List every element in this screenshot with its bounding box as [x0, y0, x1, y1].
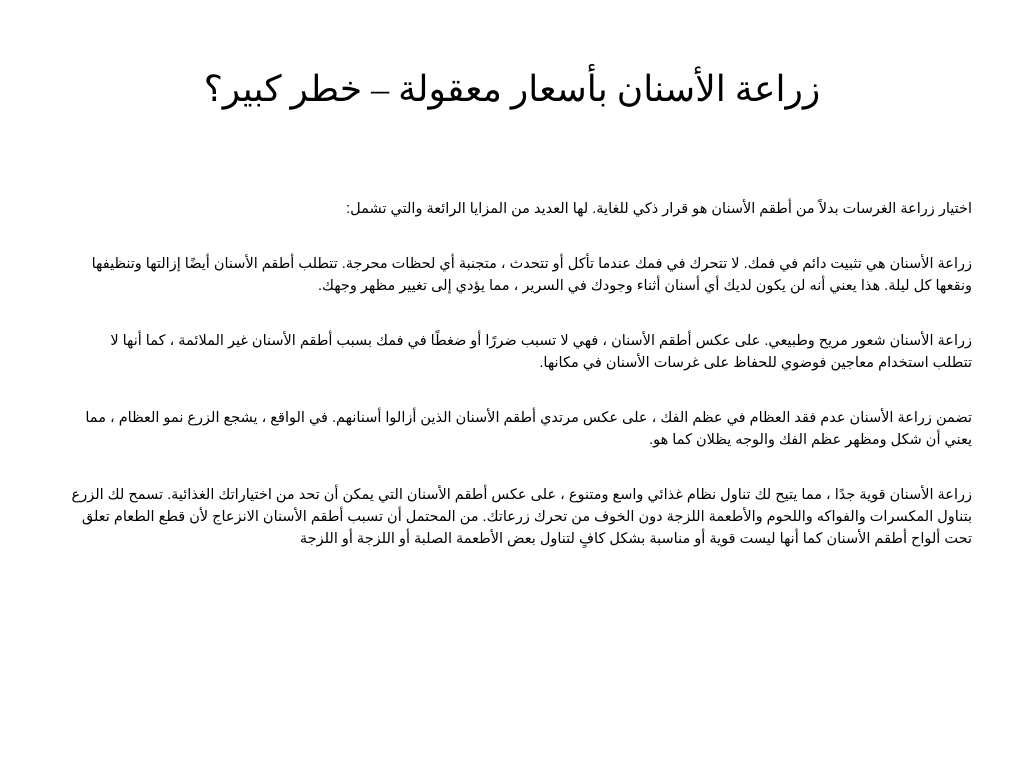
paragraph-intro: اختيار زراعة الغرسات بدلاً من أطقم الأسنان هو قرار ذكي للغاية. لها العديد من المزايا الرائعة والتي تشمل:	[346, 201, 972, 217]
slide-body	[68, 198, 972, 583]
slide-title: زراعة الأسنان بأسعار معقولة – خطر كبير؟	[203, 69, 821, 109]
paragraph-permanent-fixture: زراعة الأسنان هي تثبيت دائم في فمك. لا تتحرك في فمك عندما تأكل أو تتحدث ، متجنبة أي لحظات محرجة. تتطلب أطقم الأسنان أيضًا إزالتها وتنظيفها ونقعها كل ليلة. هذا يعني أنه لن يكون لديك أي أسنان أثناء وجودك في السرير ، مما يؤدي إلى تغيير مظهر وجهك.	[91, 256, 972, 294]
paragraph-bone-preservation: تضمن زراعة الأسنان عدم فقد العظام في عظم الفك ، على عكس مرتدي أطقم الأسنان الذين أزالوا أسنانهم. في الواقع ، يشجع الزرع نمو العظام ، مما يعني أن شكل ومظهر عظم الفك والوجه يظلان كما هو.	[85, 410, 972, 448]
paragraph-comfort: زراعة الأسنان شعور مريح وطبيعي. على عكس أطقم الأسنان ، فهي لا تسبب ضررًا أو ضغطًا في فمك بسبب أطقم الأسنان غير الملائمة ، كما أنها لا تتطلب استخدام معاجين فوضوي للحفاظ على غرسات الأسنان في مكانها.	[110, 333, 972, 371]
paragraph-diet: زراعة الأسنان قوية جدًا ، مما يتيح لك تناول نظام غذائي واسع ومتنوع ، على عكس أطقم الأسنان التي يمكن أن تحد من اختياراتك الغذائية. تسمح لك الزرع بتناول المكسرات والفواكه واللحوم والأطعمة اللزجة دون الخوف من تحرك زرعاتك. من المحتمل أن تسبب أطقم الأسنان الانزعاج لأن قطع الطعام تعلق تحت ألواح أطقم الأسنان كما أنها ليست قوية أو مناسبة بشكل كافٍ لتناول بعض الأطعمة الصلبة أو اللزجة أو اللزجة	[71, 487, 972, 547]
